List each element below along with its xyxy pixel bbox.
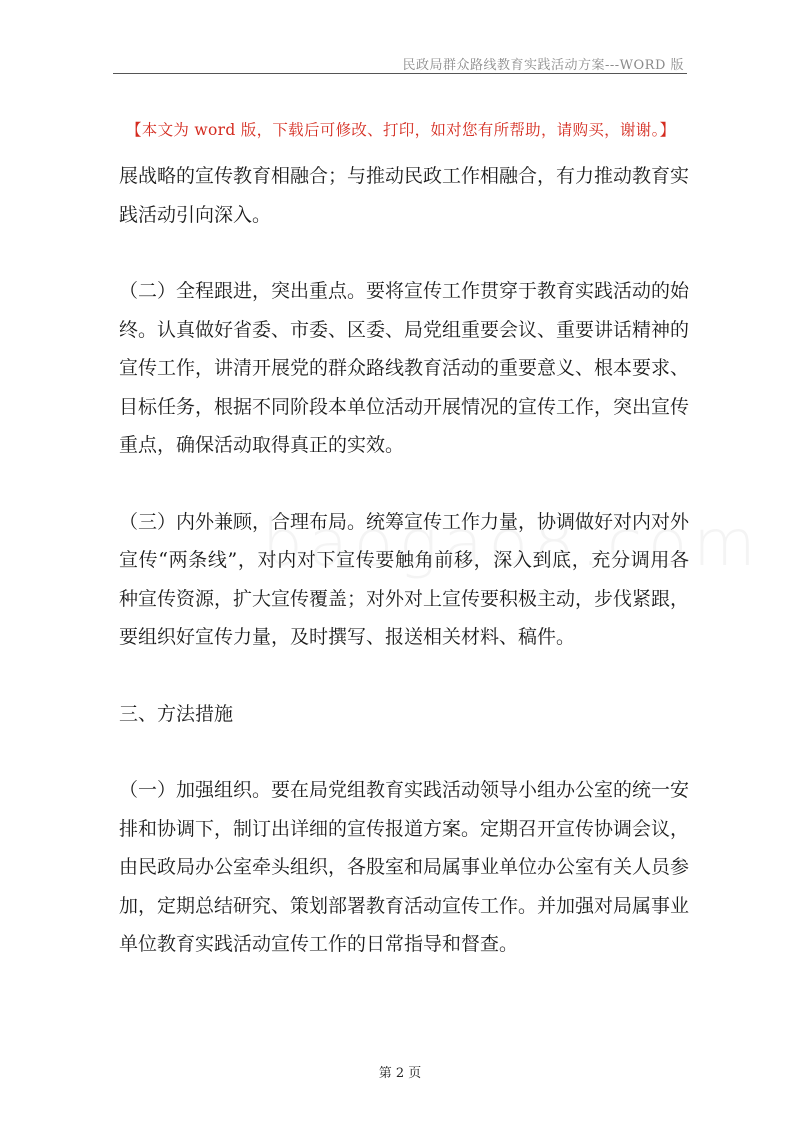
body-paragraph-4: （一）加强组织。要在局党组教育实践活动领导小组办公室的统一安排和协调下，制订出详细的宣传报道方案。定期召开宣传协调会议，由民政局办公室牵头组织，各股室和局属事业单位办公室有关人员参加，定期总结研究、策划部署教育活动宣传工作。并加强对局属事业单位教育实践活动宣传工作的日常指导和督查。 [119,779,690,955]
document-header-title: 民政局群众路线教育实践活动方案---WORD 版 [402,58,684,73]
body-paragraph-3: （三）内外兼顾，合理布局。统筹宣传工作力量，协调做好对内对外宣传“两条线”，对内对下宣传要触角前移，深入到底，充分调用各种宣传资源，扩大宣传覆盖；对外对上宣传要积极主动，步伐紧跟，要组织好宣传力量，及时撰写、报送相关材料、稿件。 [119,510,690,648]
document-body [119,157,689,964]
body-paragraph-1: 展战略的宣传教育相融合；与推动民政工作相融合，有力推动教育实践活动引向深入。 [119,165,690,226]
purchase-notice: 【本文为 word 版，下载后可修改、打印，如对您有所帮助，请购买，谢谢。】 [126,121,676,139]
header-divider [113,73,687,74]
section-heading: 三、方法措施 [119,702,234,725]
page-number: 第 2 页 [378,1066,422,1081]
body-paragraph-2: （二）全程跟进，突出重点。要将宣传工作贯穿于教育实践活动的始终。认真做好省委、市委、区委、局党组重要会议、重要讲话精神的宣传工作，讲清开展党的群众路线教育活动的重要意义、根本要求、目标任务，根据不同阶段本单位活动开展情况的宣传工作，突出宣传重点，确保活动取得真正的实效。 [119,280,690,456]
